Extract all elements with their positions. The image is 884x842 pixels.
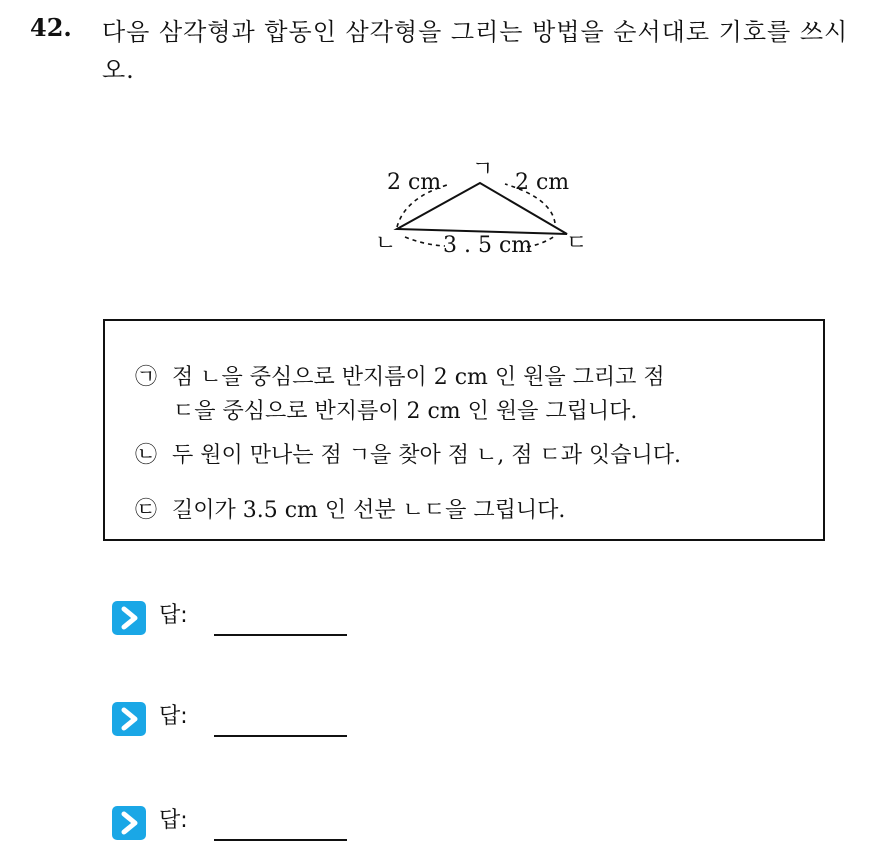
answer-row-2 [111, 701, 371, 737]
dim-bottom-left [405, 237, 445, 246]
step-1 [135, 363, 665, 393]
step-2-mark: ㉡ [135, 443, 158, 468]
answer-blank-2[interactable] [214, 735, 347, 737]
question-number: 42. [30, 13, 72, 42]
answer-label: 답: [159, 704, 188, 729]
steps-box [103, 319, 825, 541]
answer-row-3 [111, 805, 371, 841]
triangle-figure [355, 150, 595, 270]
answer-label: 답: [159, 603, 188, 628]
step-2-line1: 두 원이 만나는 점 ㄱ을 찾아 점 ㄴ, 점 ㄷ과 잇습니다. [172, 443, 681, 468]
chevron-right-icon [111, 600, 147, 636]
chevron-right-icon [111, 805, 147, 841]
step-1-line2: ㄷ을 중심으로 반지름이 2 cm 인 원을 그립니다. [173, 399, 638, 424]
step-3 [135, 496, 565, 526]
vertex-right-label: ㄷ [566, 231, 588, 256]
vertex-left-label: ㄴ [375, 231, 397, 256]
chevron-right-icon [111, 701, 147, 737]
step-3-mark: ㉢ [135, 498, 158, 523]
answer-row-1 [111, 600, 371, 636]
step-2 [135, 441, 681, 471]
question-text: 다음 삼각형과 합동인 삼각형을 그리는 방법을 순서대로 기호를 쓰시오. [102, 18, 849, 84]
side-bottom-label: 3 . 5 cm [443, 233, 533, 258]
side-right-label: 2 cm [515, 170, 570, 195]
step-1-line1: 점 ㄴ을 중심으로 반지름이 2 cm 인 원을 그리고 점 [172, 365, 665, 390]
step-1-mark: ㉠ [135, 365, 158, 390]
answer-label: 답: [159, 808, 188, 833]
answer-blank-1[interactable] [214, 634, 347, 636]
step-3-line1: 길이가 3.5 cm 인 선분 ㄴㄷ을 그립니다. [172, 498, 566, 523]
side-left-label: 2 cm [387, 170, 442, 195]
vertex-top-label: ㄱ [472, 157, 494, 182]
answer-blank-3[interactable] [214, 839, 347, 841]
